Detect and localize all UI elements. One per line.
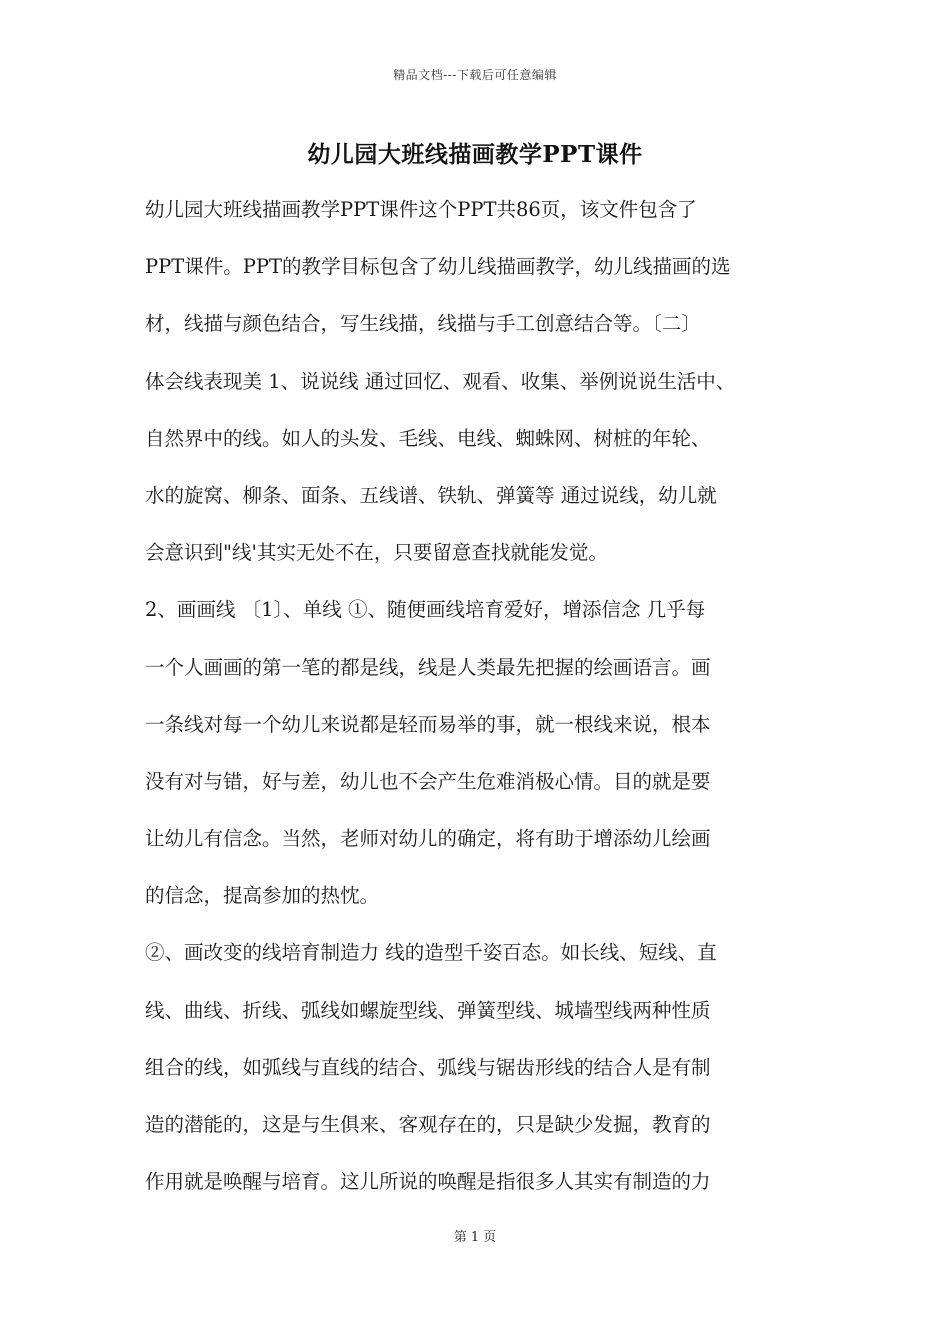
body-line: 体会线表现美 1、说说线 通过回忆、观看、收集、举例说说生活中、	[145, 369, 736, 393]
body-line: 作用就是唤醒与培育。这儿所说的唤醒是指很多人其实有制造的力	[145, 1170, 711, 1194]
body-line: 造的潜能的，这是与生俱来、客观存在的，只是缺少发掘，教育的	[145, 1113, 711, 1136]
body-line: 让幼儿有信念。当然，老师对幼儿的确定，将有助于增添幼儿绘画	[145, 827, 711, 851]
body-line: 材，线描与颜色结合，写生线描，线描与手工创意结合等。〔二〕	[145, 312, 701, 336]
body-line: 一条线对每一个幼儿来说都是轻而易举的事，就一根线来说，根本	[145, 712, 711, 736]
document-body	[145, 181, 815, 1210]
document-title: 幼儿园大班线描画教学PPT课件	[307, 141, 643, 168]
body-line: ②、画改变的线培育制造力 线的造型千姿百态。如长线、短线、直	[145, 941, 717, 965]
body-line: 水的旋窝、柳条、面条、五线谱、铁轨、弹簧等 通过说线，幼儿就	[145, 483, 717, 507]
body-line: PPT课件。PPT的教学目标包含了幼儿线描画教学，幼儿线描画的选	[145, 255, 731, 279]
body-line: 会意识到"线'其实无处不在，只要留意查找就能发觉。	[145, 541, 608, 565]
body-line: 没有对与错，好与差，幼儿也不会产生危难消极心情。目的就是要	[145, 769, 711, 793]
page-header: 精品文档---下载后可任意编辑	[393, 68, 557, 82]
body-line: 幼儿园大班线描画教学PPT课件这个PPT共86页，该文件包含了	[145, 198, 697, 221]
body-line: 一个人画画的第一笔的都是线，线是人类最先把握的绘画语言。画	[145, 655, 711, 679]
body-line: 组合的线，如弧线与直线的结合、弧线与锯齿形线的结合人是有制	[145, 1055, 711, 1079]
page-number: 第 1 页	[453, 1230, 497, 1245]
body-line: 自然界中的线。如人的头发、毛线、电线、蜘蛛网、树桩的年轮、	[145, 426, 711, 450]
body-line: 2、画画线 〔1〕、单线 ①、随便画线培育爱好，增添信念 几乎每	[145, 598, 706, 622]
body-line: 线、曲线、折线、弧线如螺旋型线、弹簧型线、城墙型线两种性质	[145, 998, 711, 1022]
body-line: 的信念，提高参加的热忱。	[145, 884, 380, 908]
